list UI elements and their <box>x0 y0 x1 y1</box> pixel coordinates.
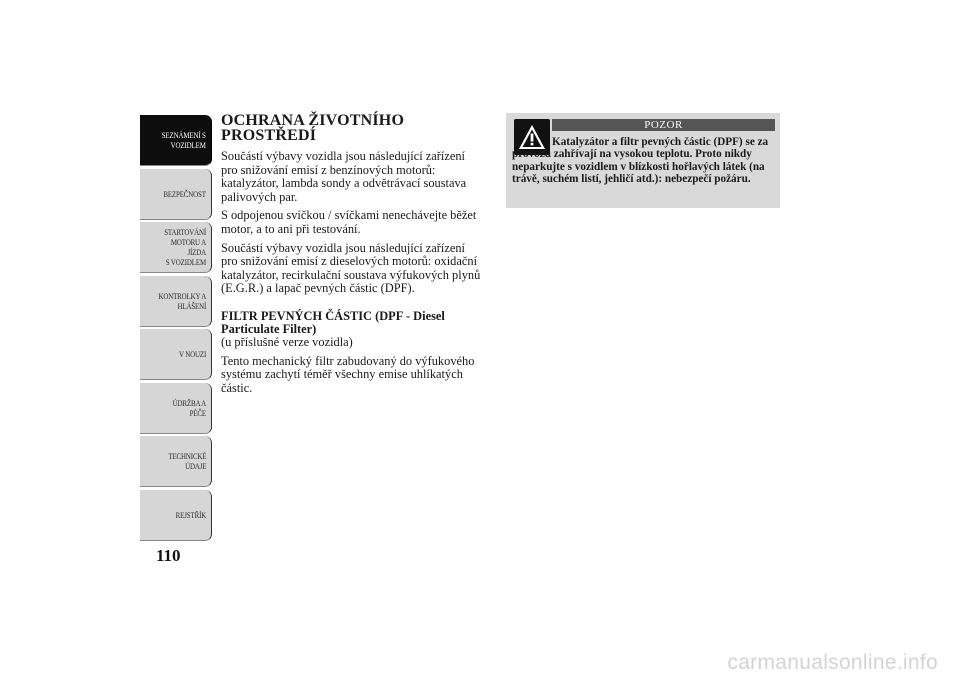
tab-bezpecnost[interactable] <box>140 169 212 220</box>
tab-v-nouzi[interactable] <box>140 329 212 380</box>
warning-text: Katalyzátor a filtr pevných částic (DPF) se za provozu zahřívají na vysokou teplotu. Proto nikdy neparkujte s vozidlem v blízkosti hořlavých látek (na trávě, suchém listí, jehličí atd.): nebezpečí požáru. <box>512 136 769 186</box>
tab-label: V NOUZI <box>178 349 206 359</box>
paragraph: Tento mechanický filtr zabudovaný do výfukového systému zachytí téměř všechny emise uhlíkatých částic. <box>221 353 475 395</box>
watermark: carmanualsonline.info <box>727 651 938 674</box>
paragraph: Součástí výbavy vozidla jsou následující zařízení pro snižování emisí z benzínových motorů: katalyzátor, lambda sondy a odvětrávací soustava palivových par. <box>221 149 467 204</box>
warning-box <box>506 113 780 208</box>
tab-label: TECHNICKÉ ÚDAJE <box>167 451 206 471</box>
tab-udrzba-a-pece[interactable] <box>140 383 212 434</box>
tab-technicke-udaje[interactable] <box>140 436 212 487</box>
subsection-note: (u příslušné verze vozidla) <box>221 334 353 349</box>
page-number: 110 <box>156 546 181 565</box>
tab-startovani-motoru[interactable] <box>140 222 212 273</box>
tab-label: KONTROLKY A HLÁŠENÍ <box>158 290 206 311</box>
tab-label: STARTOVÁNÍ MOTORU A JÍZDA S VOZIDLEM <box>164 227 206 267</box>
subsection-title: FILTR PEVNÝCH ČÁSTIC (DPF - Diesel Particulate Filter) <box>221 308 445 336</box>
tab-label: REJSTŘÍK <box>175 509 206 520</box>
main-column <box>221 113 483 400</box>
tab-seznameni-s-vozidlem[interactable] <box>140 115 212 166</box>
tab-kontrolky-a-hlaseni[interactable] <box>140 276 212 327</box>
tab-label: BEZPEČNOST <box>163 188 206 199</box>
warning-heading: POZOR <box>552 119 775 131</box>
tab-label: SEZNÁMENÍ S VOZIDLEM <box>161 130 206 150</box>
chapter-tabs <box>140 115 212 543</box>
tab-label: ÚDRŽBA A PÉČE <box>172 397 206 418</box>
section-title: OCHRANA ŽIVOTNÍHO PROSTŘEDÍ <box>221 112 405 144</box>
paragraph: Součástí výbavy vozidla jsou následující zařízení pro snižování emisí z dieselových motorů: oxidační katalyzátor, recirkulační soustava výfukových plynů (E.G.R.) a lapač pevných částic (DPF). <box>221 240 481 296</box>
paragraph: S odpojenou svíčkou / svíčkami nenechávejte běžet motor, a to ani při testování. <box>221 208 477 236</box>
tab-rejstrik[interactable] <box>140 490 212 541</box>
